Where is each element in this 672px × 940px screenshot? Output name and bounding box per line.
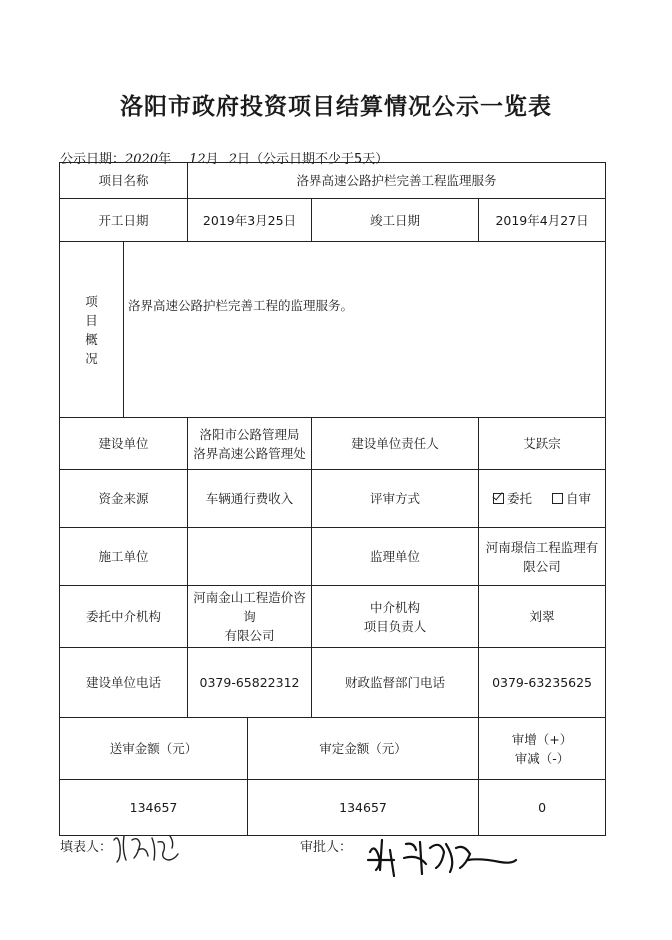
builder-phone: 0379-65822312: [188, 648, 312, 718]
diff-label: 审增（+） 审减（-）: [479, 718, 606, 780]
submitted-amount-label: 送审金额（元）: [60, 718, 248, 780]
publish-day: 2: [228, 152, 237, 167]
overview-char: 目: [85, 312, 98, 328]
checked-box-icon: [493, 493, 504, 504]
agency: 河南金山工程造价咨询 有限公司: [188, 586, 312, 648]
approver-label: 审批人：: [300, 840, 353, 855]
table-row: [60, 718, 606, 780]
submitted-amount: 134657: [60, 780, 248, 836]
start-date: 2019年3月25日: [188, 199, 312, 242]
project-name-label: 项目名称: [60, 163, 188, 199]
filler-label: 填表人：: [60, 840, 113, 855]
end-date: 2019年4月27日: [479, 199, 606, 242]
approved-amount: 134657: [248, 780, 479, 836]
finance-phone-label: 财政监督部门电话: [312, 648, 479, 718]
settlement-table: [59, 162, 606, 836]
overview-char: 概: [85, 331, 98, 347]
review-option-self[interactable]: 自审: [552, 489, 591, 508]
builder-label: 建设单位: [60, 418, 188, 470]
publish-day-unit: 日: [236, 152, 250, 167]
unchecked-box-icon: [552, 493, 563, 504]
table-row: [60, 528, 606, 586]
construction-label: 施工单位: [60, 528, 188, 586]
publish-month-unit: 月: [205, 152, 219, 167]
table-row: [60, 470, 606, 528]
table-row: [60, 586, 606, 648]
fund: 车辆通行费收入: [188, 470, 312, 528]
approver-signature: [360, 830, 520, 880]
builder-head: 艾跃宗: [479, 418, 606, 470]
overview-label: [60, 242, 124, 418]
table-row: [60, 418, 606, 470]
publish-month: 12: [189, 152, 206, 167]
builder-head-label: 建设单位责任人: [312, 418, 479, 470]
end-date-label: 竣工日期: [312, 199, 479, 242]
approved-amount-label: 审定金额（元）: [248, 718, 479, 780]
page-title: 洛阳市政府投资项目结算情况公示一览表: [120, 94, 552, 120]
agency-head: 刘翠: [479, 586, 606, 648]
table-row: [60, 648, 606, 718]
filler-signature: [108, 826, 188, 866]
agency-head-label: 中介机构 项目负责人: [312, 586, 479, 648]
project-name: 洛界高速公路护栏完善工程监理服务: [188, 163, 606, 199]
fund-label: 资金来源: [60, 470, 188, 528]
review-method: [479, 470, 606, 528]
review-label: 评审方式: [312, 470, 479, 528]
builder: 洛阳市公路管理局 洛界高速公路管理处: [188, 418, 312, 470]
builder-phone-label: 建设单位电话: [60, 648, 188, 718]
agency-label: 委托中介机构: [60, 586, 188, 648]
table-row: [60, 163, 606, 199]
table-row: [60, 199, 606, 242]
overview-text: 洛界高速公路护栏完善工程的监理服务。: [124, 242, 606, 418]
supervision-label: 监理单位: [312, 528, 479, 586]
publish-note: （公示日期不少于5天）: [249, 152, 389, 167]
finance-phone: 0379-63235625: [479, 648, 606, 718]
review-option-entrust[interactable]: 委托: [493, 489, 532, 508]
publish-year: 2020: [125, 152, 159, 167]
publish-date-label: 公示日期：: [60, 152, 126, 167]
table-row: [60, 242, 606, 418]
overview-char: 况: [85, 350, 98, 366]
start-date-label: 开工日期: [60, 199, 188, 242]
construction: [188, 528, 312, 586]
supervision: 河南璟信工程监理有 限公司: [479, 528, 606, 586]
diff-amount: 0: [479, 780, 606, 836]
overview-char: 项: [85, 293, 98, 309]
publish-year-unit: 年: [158, 152, 172, 167]
